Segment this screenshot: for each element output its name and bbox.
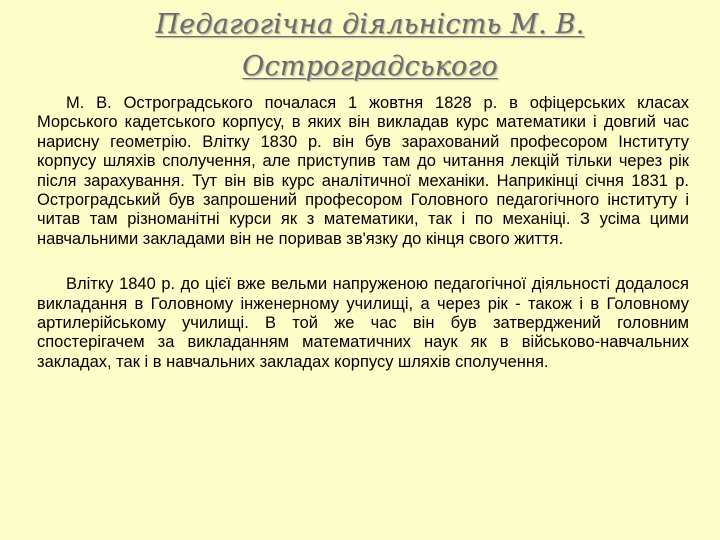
paragraph-1: М. В. Остроградського почалася 1 жовтня 1828 р. в офіцерських класах Морського кадетського корпусу, в яких він викладав курс математики і довгий час нарисну геометрію. Влітку 1830 р. він був зарахований професором Інституту корпусу шляхів сполучення, але приступив там до читання лекцій тільки через рік після зарахування. Тут він вів курс аналітичної механіки. Наприкінці січня 1831 р. Остроградський був запрошений професором Головного педагогічного інституту і читав там різноманітні курси як з математики, так і по механіці. З усіма цими навчальними закладами він не поривав зв'язку до кінця свого життя.: [37, 94, 689, 248]
slide-body: [37, 94, 689, 372]
slide-title: [80, 4, 660, 88]
slide-title-line-1: Педагогічна діяльність М. В.: [155, 9, 585, 40]
slide-title-line-2: Остроградського: [242, 51, 498, 82]
paragraph-2: Влітку 1840 р. до цієї вже вельми напруженою педагогічної діяльності додалося викладання в Головному інженерному училищі, а через рік - також і в Головному артилерійському училищі. В той же час він був затверджений головним спостерігачем за викладанням математичних наук як в військово-навчальних закладах, так і в навчальних закладах корпусу шляхів сполучення.: [37, 275, 689, 371]
